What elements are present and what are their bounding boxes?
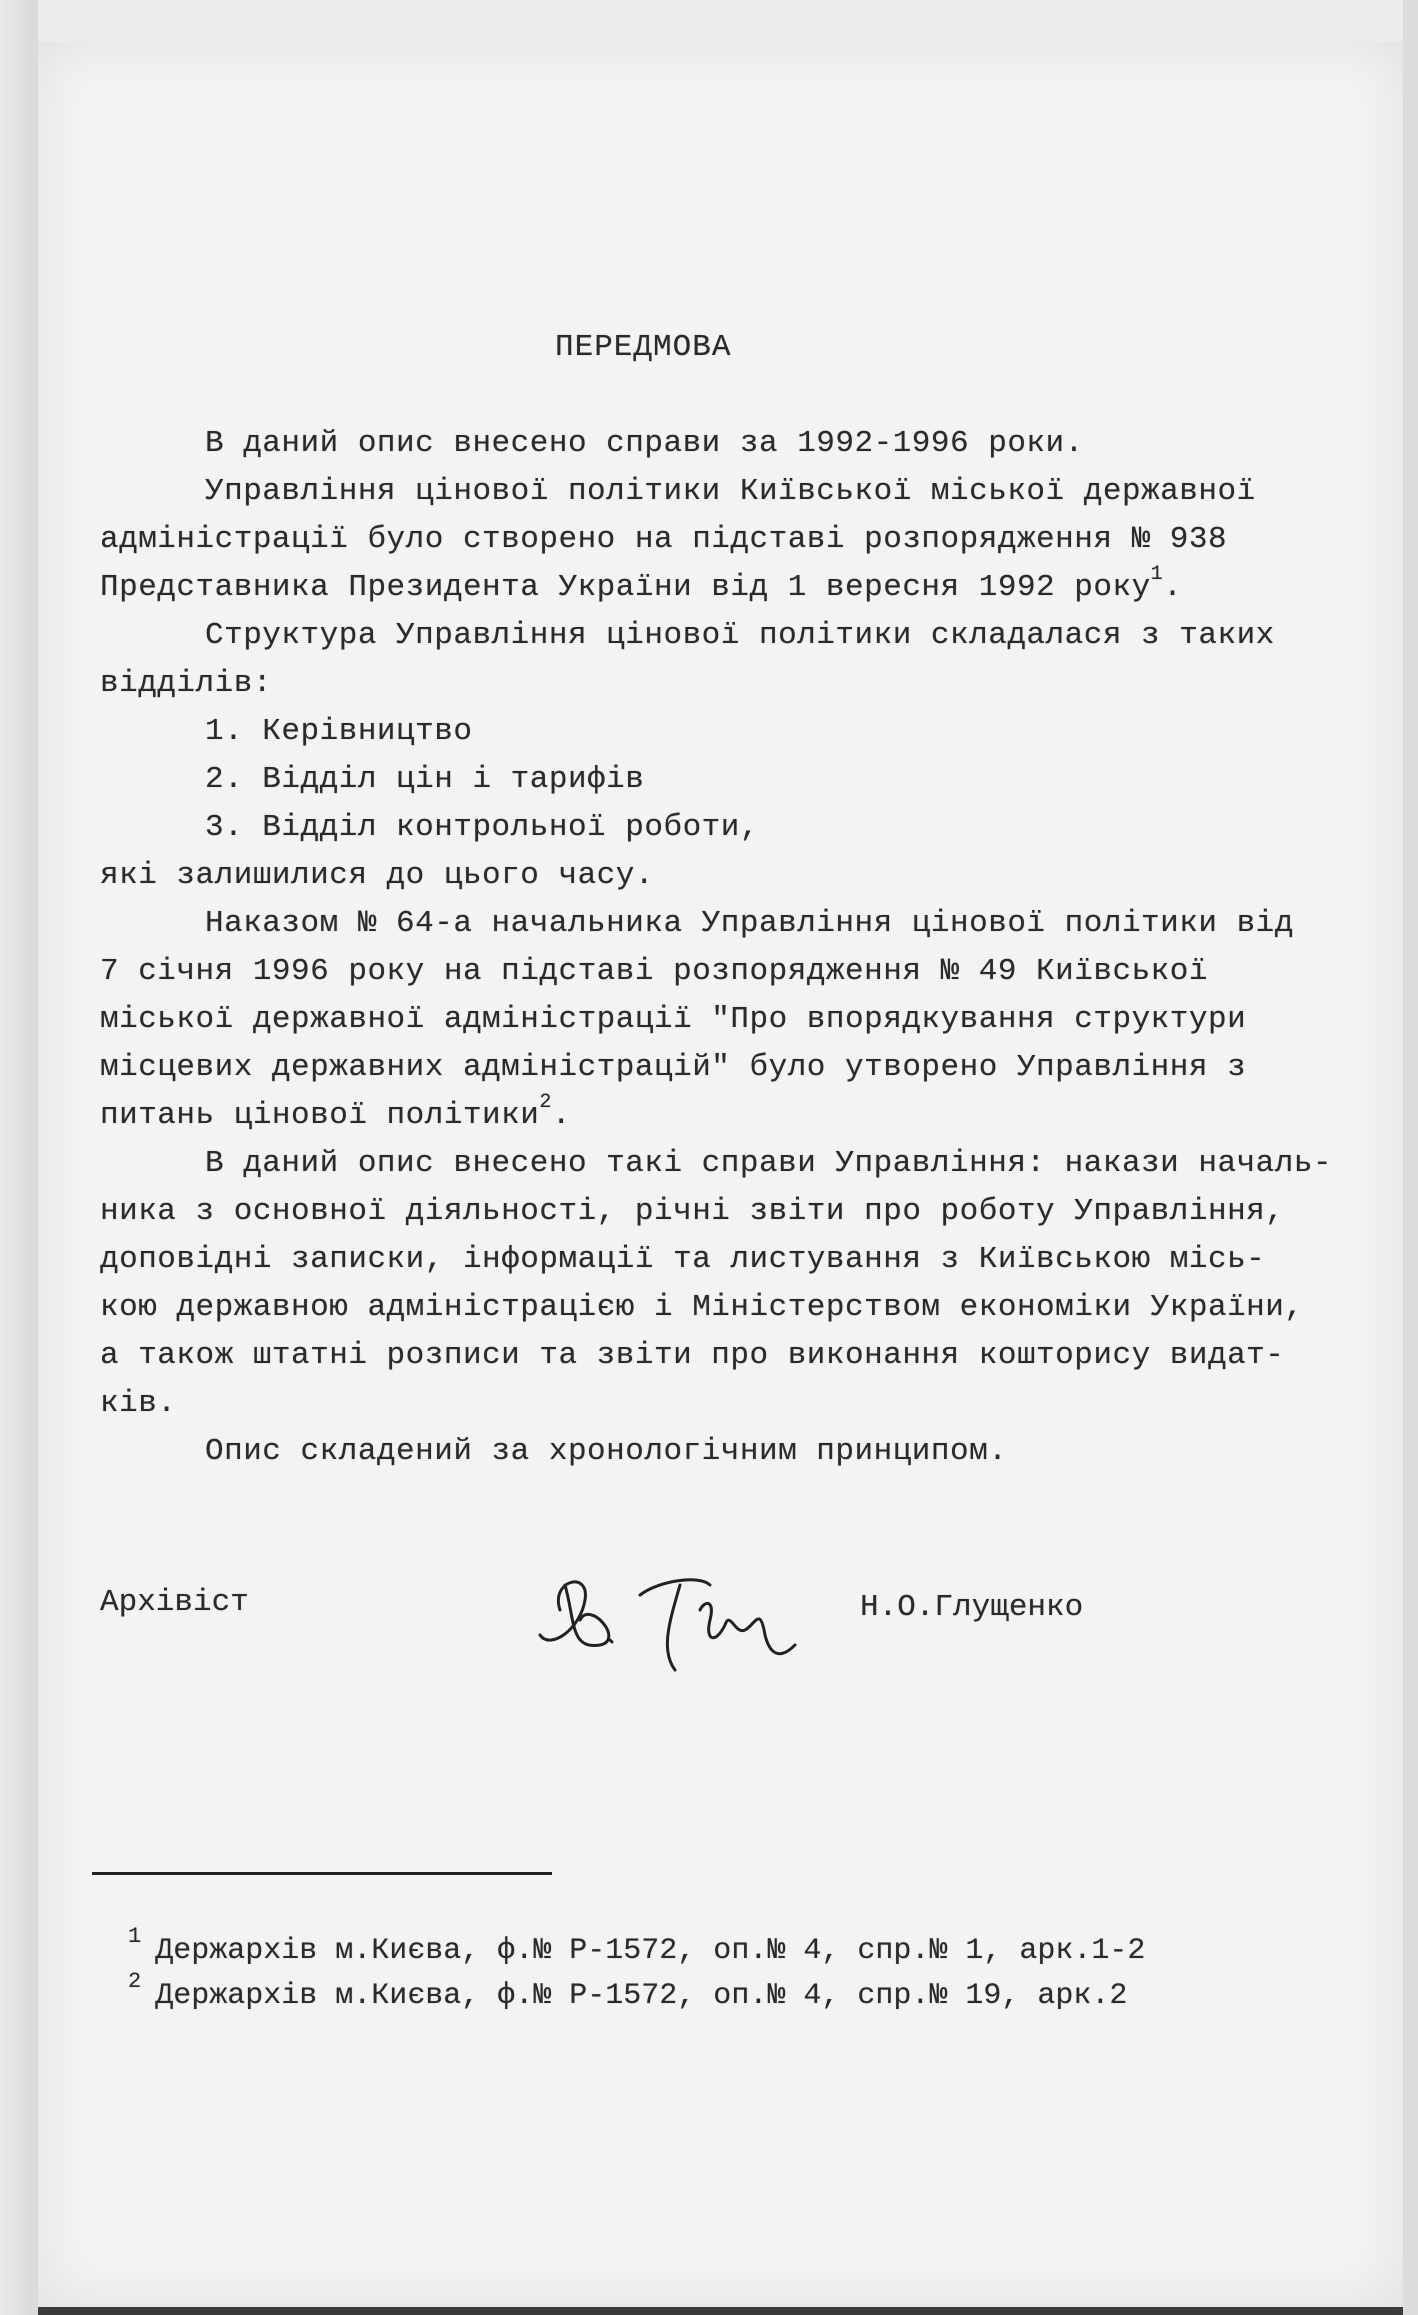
text-line-content: В даний опис внесено такі справи Управління: накази началь-: [205, 1146, 1333, 1181]
text-line-content: питань цінової політики: [100, 1098, 540, 1133]
footnote-mark: 1: [128, 1924, 142, 1949]
document-body: [100, 420, 1360, 1476]
text-line: [100, 1236, 1360, 1284]
text-line: [100, 1332, 1360, 1380]
text-line-content: доповідні записки, інформації та листування з Київською місь-: [100, 1242, 1266, 1277]
text-line-content: Наказом № 64-а начальника Управління цінової політики від: [205, 906, 1294, 941]
text-line-content: 1. Керівництво: [205, 714, 473, 749]
text-line: [100, 1140, 1360, 1188]
text-line: [100, 612, 1360, 660]
scan-right-margin: [1403, 0, 1418, 2315]
text-line-content: кою державною адміністрацією і Міністерством економіки України,: [100, 1290, 1304, 1325]
text-line-content: Представника Президента України від 1 вересня 1992 року: [100, 570, 1151, 605]
text-line-content: відділів:: [100, 666, 272, 701]
text-line: [100, 516, 1360, 564]
footnote-reference: 1: [1150, 563, 1164, 586]
footnote-text: Держархів м.Києва, ф.№ Р-1572, оп.№ 4, спр.№ 1, арк.1-2: [155, 1934, 1146, 1968]
text-line: [100, 1284, 1360, 1332]
text-line-content: В даний опис внесено справи за 1992-1996 роки.: [205, 426, 1084, 461]
text-line: [100, 900, 1360, 948]
text-line: [100, 468, 1360, 516]
scan-top-margin: [0, 0, 1418, 42]
text-line-tail: .: [1163, 570, 1183, 605]
text-line: [100, 1380, 1360, 1428]
text-line: [100, 564, 1360, 612]
handwritten-signature: [530, 1540, 810, 1700]
text-line-content: ника з основної діяльності, річні звіти про роботу Управління,: [100, 1194, 1285, 1229]
text-line: [100, 708, 1360, 756]
text-line: [100, 1092, 1360, 1140]
text-line-content: які залишилися до цього часу.: [100, 858, 654, 893]
text-line: [100, 1188, 1360, 1236]
scan-left-margin: [0, 0, 38, 2315]
text-line: [100, 1044, 1360, 1092]
footnote-reference: 2: [539, 1091, 552, 1114]
footnote-2: [92, 1945, 1127, 2013]
text-line-content: Опис складений за хронологічним принципом.: [205, 1434, 1008, 1469]
footnote-mark: 2: [128, 1969, 142, 1994]
text-line-content: ків.: [100, 1386, 177, 1421]
text-line: [100, 756, 1360, 804]
footnote-divider: [92, 1872, 552, 1875]
document-title: ПЕРЕДМОВА: [555, 330, 732, 365]
text-line-tail: .: [551, 1098, 571, 1133]
text-line-content: міської державної адміністрації "Про впорядкування структури: [100, 1002, 1247, 1037]
text-line: [100, 948, 1360, 996]
text-line-content: а також штатні розписи та звіти про виконання кошторису видат-: [100, 1338, 1285, 1373]
text-line-content: адміністрації було створено на підставі розпорядження № 938: [100, 522, 1228, 557]
text-line: [100, 660, 1360, 708]
signatory-role: Архівіст: [100, 1585, 249, 1620]
text-line: [100, 804, 1360, 852]
text-line: [100, 852, 1360, 900]
text-line-content: 2. Відділ цін і тарифів: [205, 762, 645, 797]
signatory-name: Н.О.Глущенко: [860, 1590, 1084, 1625]
text-line: [100, 1428, 1360, 1476]
text-line: [100, 996, 1360, 1044]
text-line-content: Структура Управління цінової політики складалася з таких: [205, 618, 1275, 653]
text-line-content: місцевих державних адміністрацій" було утворено Управління з: [100, 1050, 1247, 1085]
text-line-content: Управління цінової політики Київської міської державної: [205, 474, 1256, 509]
text-line-content: 7 січня 1996 року на підставі розпорядження № 49 Київської: [100, 954, 1208, 989]
text-line: [100, 420, 1360, 468]
footnote-text: Держархів м.Києва, ф.№ Р-1572, оп.№ 4, спр.№ 19, арк.2: [155, 1979, 1128, 2013]
text-line-content: 3. Відділ контрольної роботи,: [205, 810, 759, 845]
